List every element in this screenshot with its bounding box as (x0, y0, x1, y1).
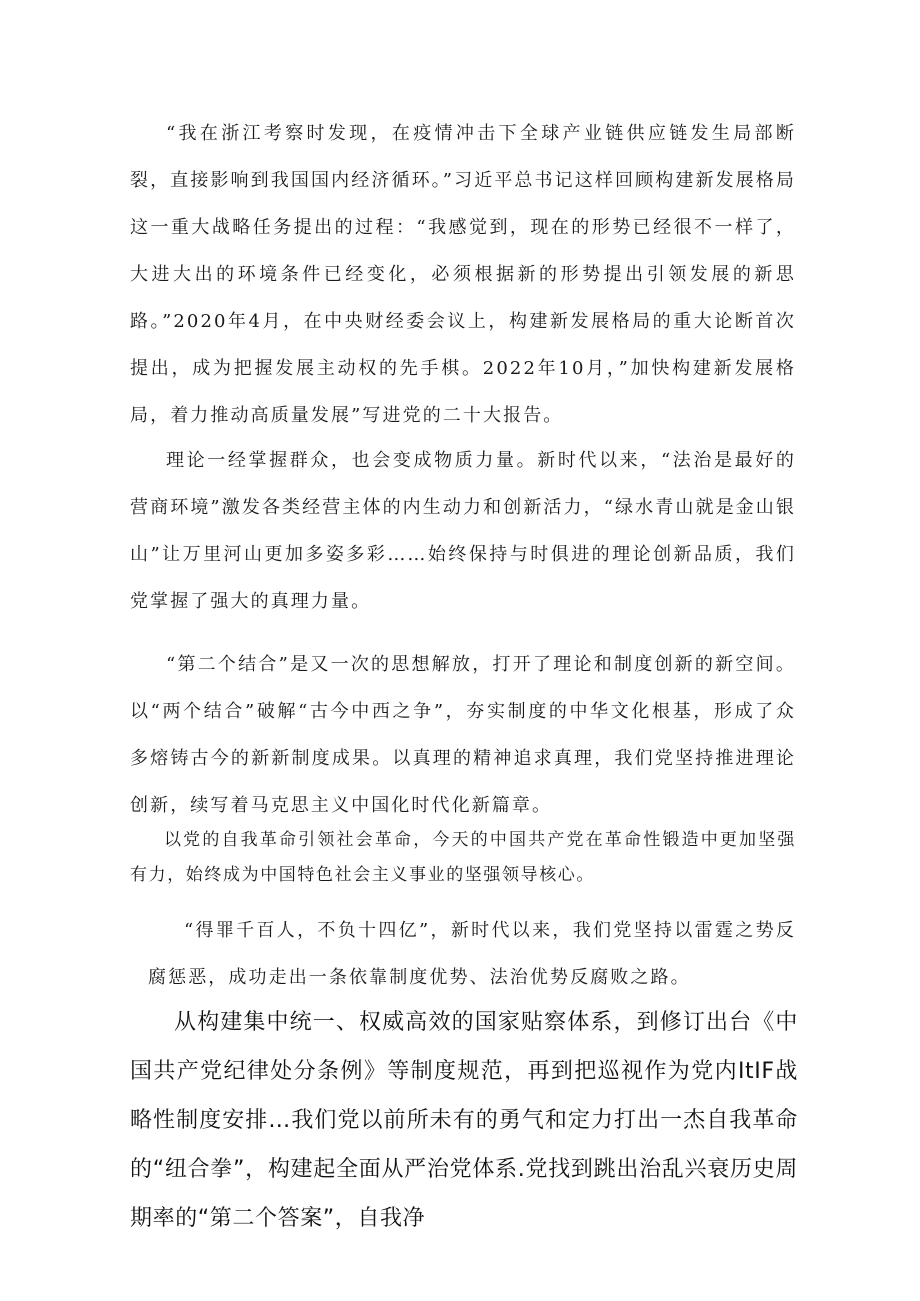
paragraph-anti-corruption: “得罪千百人，不负十四亿”，新时代以来，我们党坚持以雷霆之势反腐惩恶，成功走出一条依靠制度优势、法治优势反腐败之路。 (148, 920, 796, 988)
paragraph-second-combination: “第二个结合”是又一次的思想解放，打开了理论和制度创新的新空间。以“两个结合”破解“古今中西之争”，夯实制度的中华文化根基，形成了众多熔铸古今的新新制度成果。以真理的精神追求真理，我们党坚持推进理论创新，续写着马克思主义中国化时代化新篇章。 (130, 654, 796, 816)
paragraph-supervision-system: 从构建集中统一、权威高效的国家贴察体系，到修订出台《中国共产党纪律处分条例》等制度规范，再到把巡视作为党内ItIF战略性制度安排…我们党以前所未有的勇气和定力打出一杰自我革命的“纽合拳”，构建起全面从严治党体系.党找到跳出治乱兴衰历史周期率的“第二个答案”，自我净 (130, 1010, 798, 1231)
paragraph-theory-material-force: 理论一经掌握群众，也会变成物质力量。新时代以来，“法治是最好的营商环境”激发各类经营主体的内生动力和创新活力，“绿水青山就是金山银山”让万里河山更加多姿多彩……始终保持与时俱进的理论创新品质，我们党掌握了强大的真理力量。 (130, 450, 796, 612)
paragraph-new-development-pattern: “我在浙江考察时发现，在疫情冲击下全球产业链供应链发生局部断裂，直接影响到我国国内经济循环。”习近平总书记这样回顾构建新发展格局这一重大战略任务提出的过程：“我感觉到，现在的形势已经很不一样了，大进大出的环境条件已经变化，必须根据新的形势提出引领发展的新思路。”2020年4月，在中央财经委会议上，构建新发展格局的重大论断首次提出，成为把握发展主动权的先手棋。2022年10月，”加快构建新发展格局，着力推动高质量发展”写进党的二十大报告。 (130, 123, 796, 426)
paragraph-self-revolution: 以党的自我革命引领社会革命，今天的中国共产党在革命性锻造中更加坚强有力，始终成为中国特色社会主义事业的坚强领导核心。 (130, 830, 796, 885)
